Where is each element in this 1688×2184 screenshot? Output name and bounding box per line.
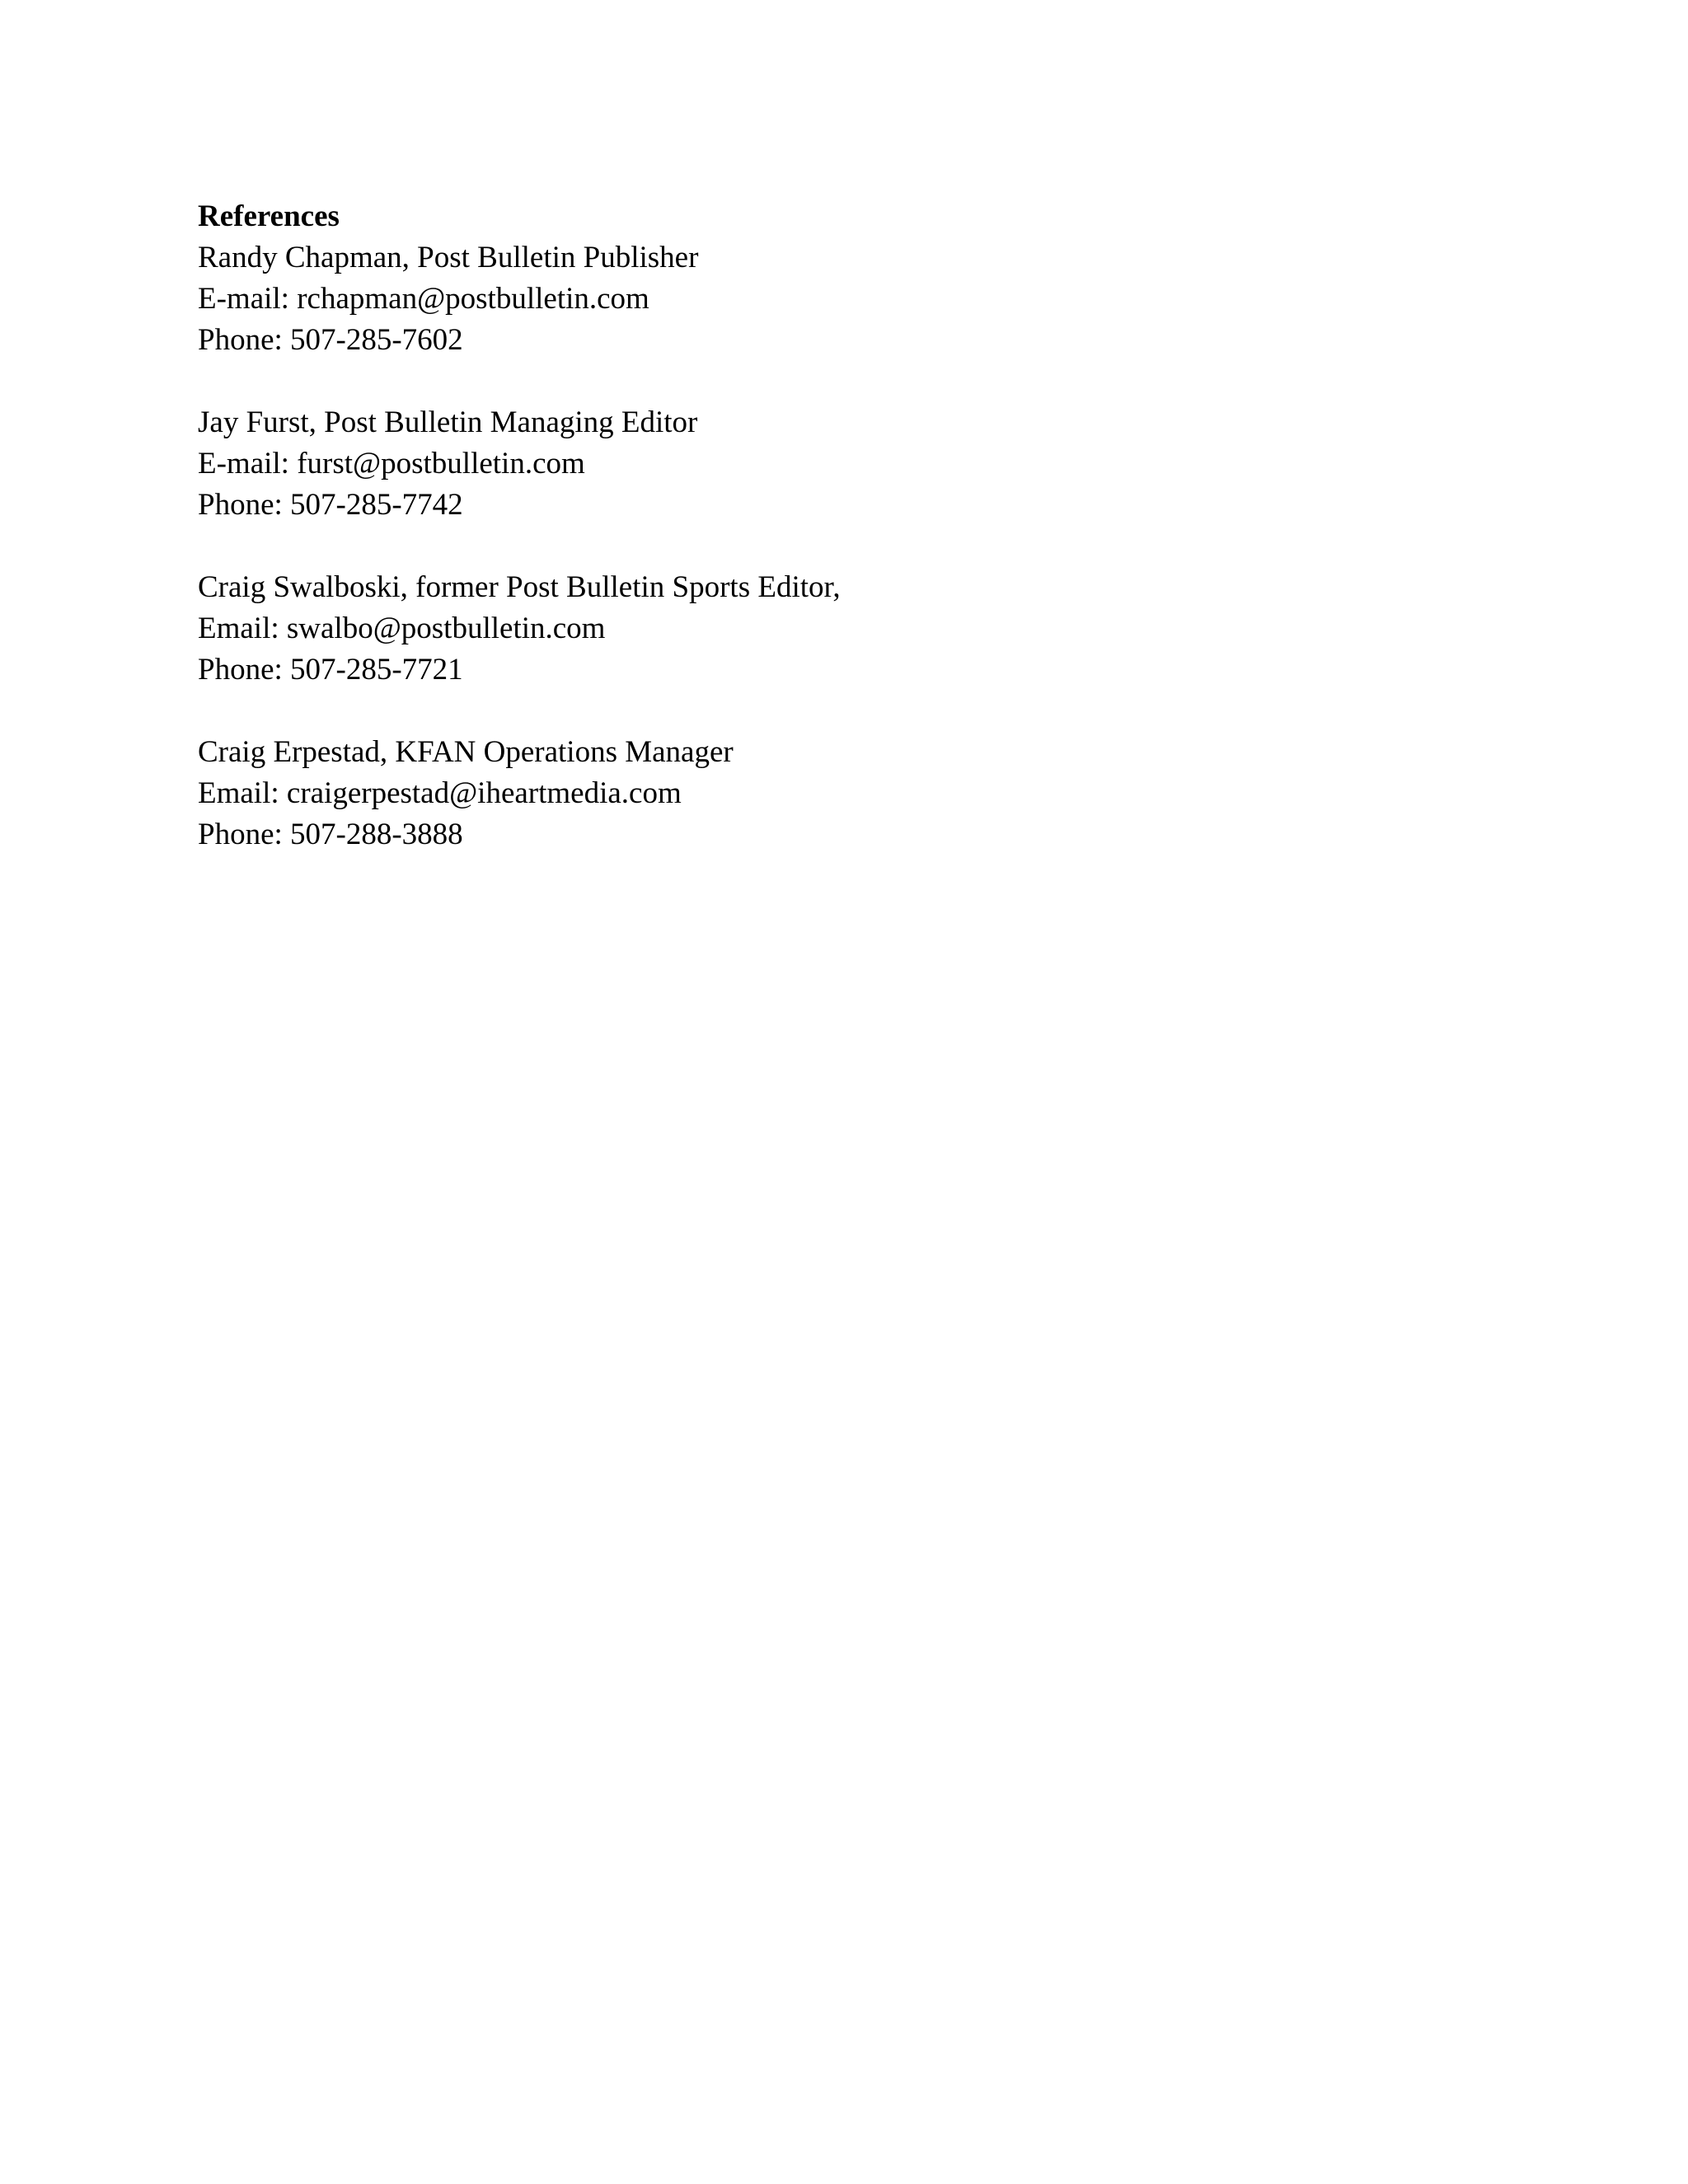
references-section — [198, 196, 1517, 855]
reference-entry — [198, 237, 1517, 361]
reference-email: E-mail: rchapman@postbulletin.com — [198, 282, 649, 316]
reference-phone: Phone: 507-285-7602 — [198, 323, 463, 357]
reference-name: Craig Swalboski, former Post Bulletin Sports Editor, — [198, 570, 841, 604]
reference-phone: Phone: 507-288-3888 — [198, 818, 463, 851]
reference-name: Randy Chapman, Post Bulletin Publisher — [198, 241, 699, 274]
reference-email: Email: craigerpestad@iheartmedia.com — [198, 776, 682, 810]
reference-phone: Phone: 507-285-7721 — [198, 653, 463, 687]
reference-entry — [198, 732, 1517, 855]
reference-name: Craig Erpestad, KFAN Operations Manager — [198, 735, 734, 769]
reference-email: Email: swalbo@postbulletin.com — [198, 612, 606, 645]
reference-name: Jay Furst, Post Bulletin Managing Editor — [198, 405, 698, 439]
reference-entry — [198, 567, 1517, 691]
reference-entry — [198, 402, 1517, 526]
references-heading: References — [198, 199, 340, 233]
reference-email: E-mail: furst@postbulletin.com — [198, 447, 585, 480]
reference-phone: Phone: 507-285-7742 — [198, 488, 463, 522]
